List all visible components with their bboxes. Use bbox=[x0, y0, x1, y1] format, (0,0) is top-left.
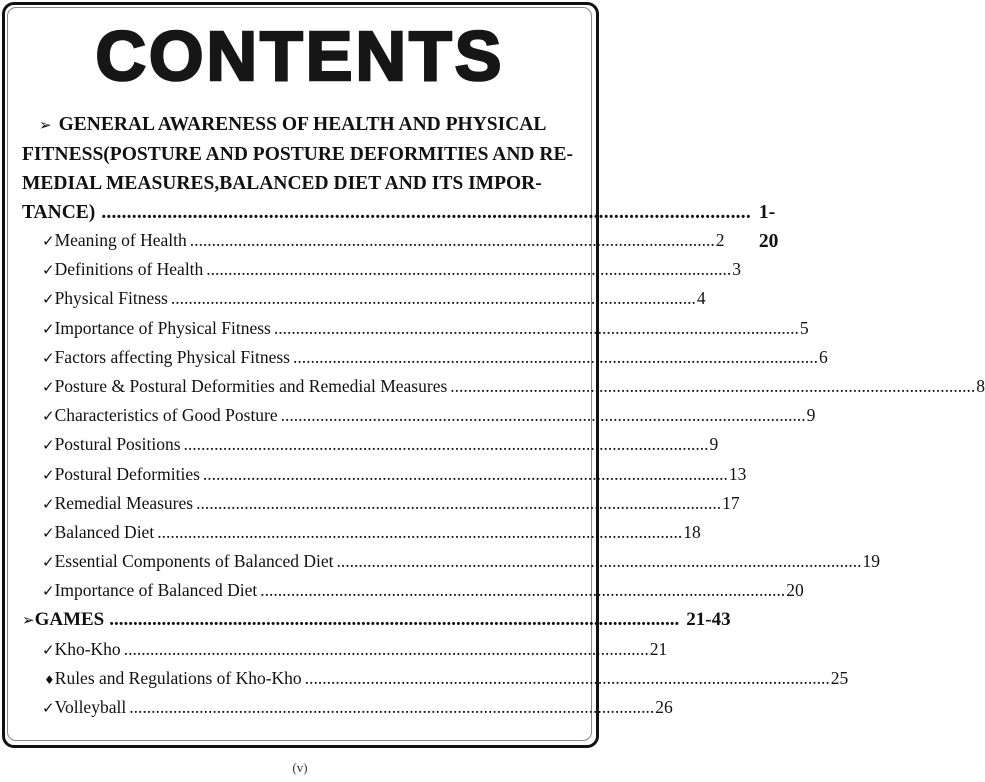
arrowhead-icon: ➢ bbox=[22, 611, 35, 630]
dot-leader: ........................................................................................................................ bbox=[170, 288, 696, 309]
toc-item[interactable]: ✓ Volleyball ........................................................................................................................ 26 bbox=[42, 693, 564, 722]
dot-leader: ........................................................................................................................ bbox=[206, 259, 732, 280]
dot-leader: ................................................................................................................................ bbox=[101, 202, 751, 223]
toc-item[interactable]: ✓ Balanced Diet ........................................................................................................................ 18 bbox=[42, 518, 564, 547]
toc-section-games[interactable]: ➢ GAMES ........................................................................................................................ 21-43 bbox=[22, 605, 574, 634]
dot-leader: ........................................................................................................................ bbox=[304, 667, 830, 688]
dot-leader: ........................................................................................................................ bbox=[189, 230, 715, 250]
toc-item[interactable]: ✓ Posture & Postural Deformities and Remedial Measures ........................................................................................................................ 8 bbox=[42, 372, 564, 401]
toc-item[interactable]: ✓ Definitions of Health ........................................................................................................................ 3 bbox=[42, 255, 564, 284]
toc-item[interactable]: ✓ Remedial Measures ........................................................................................................................ 17 bbox=[42, 489, 564, 518]
diamond-icon: ♦ bbox=[44, 672, 55, 687]
dot-leader: ........................................................................................................................ bbox=[273, 317, 799, 338]
check-icon: ✓ bbox=[42, 582, 55, 601]
dot-leader: ........................................................................................................................ bbox=[202, 463, 728, 484]
toc-subitem[interactable]: ♦ Rules and Regulations of Kho-Kho ........................................................................................................................ 25 bbox=[42, 664, 564, 693]
dot-leader: ........................................................................................................................ bbox=[260, 580, 786, 601]
dot-leader: ........................................................................................................................ bbox=[123, 638, 649, 659]
check-icon: ✓ bbox=[42, 436, 55, 455]
dot-leader: ........................................................................................................................ bbox=[280, 405, 806, 426]
section-page-range: 1-20 bbox=[758, 202, 779, 252]
section-page-range: 21-43 bbox=[686, 609, 731, 631]
dot-leader: ........................................................................................................................ bbox=[157, 521, 683, 542]
page-number: (v) bbox=[292, 760, 308, 775]
toc-item[interactable]: ✓ Postural Positions ........................................................................................................................ 9 bbox=[42, 430, 564, 459]
section-heading-line-3: MEDIAL MEASURES,BALANCED DIET AND ITS IMPOR- bbox=[22, 173, 542, 194]
dot-leader: ........................................................................................................................ bbox=[183, 434, 709, 455]
page-title: CONTENTS bbox=[95, 17, 505, 95]
toc-item[interactable]: ✓ Importance of Balanced Diet ........................................................................................................................ 20 bbox=[42, 576, 564, 605]
toc-item[interactable]: ✓ Kho-Kho ........................................................................................................................ 21 bbox=[42, 635, 564, 664]
toc-item[interactable]: ✓ Importance of Physical Fitness ........................................................................................................................ 5 bbox=[42, 314, 564, 343]
toc-item[interactable]: ✓ Physical Fitness ........................................................................................................................ 4 bbox=[42, 284, 564, 313]
section-heading-line-4: TANCE) ................................................................................................................................ 1-20 bbox=[22, 198, 578, 256]
toc-item[interactable]: ✓ Factors affecting Physical Fitness ........................................................................................................................ 6 bbox=[42, 343, 564, 372]
dot-leader: ........................................................................................................................ bbox=[109, 609, 680, 631]
arrowhead-icon: ➢ bbox=[39, 116, 52, 134]
check-icon: ✓ bbox=[42, 290, 55, 309]
dot-leader: ........................................................................................................................ bbox=[450, 375, 976, 396]
toc-item[interactable]: ✓ Essential Components of Balanced Diet ........................................................................................................................ 19 bbox=[42, 547, 564, 576]
toc-item[interactable]: ✓ Meaning of Health ........................................................................................................................ 2 bbox=[42, 226, 564, 255]
dot-leader: ........................................................................................................................ bbox=[129, 697, 655, 717]
check-icon: ✓ bbox=[42, 348, 55, 367]
check-icon: ✓ bbox=[42, 465, 55, 484]
dot-leader: ........................................................................................................................ bbox=[292, 346, 818, 367]
toc-item[interactable]: ✓ Characteristics of Good Posture ........................................................................................................................ 9 bbox=[42, 401, 564, 430]
dot-leader: ........................................................................................................................ bbox=[336, 551, 862, 572]
check-icon: ✓ bbox=[42, 319, 55, 338]
section-heading-line-2: FITNESS(POSTURE AND POSTURE DEFORMITIES AND RE- bbox=[22, 144, 573, 165]
check-icon: ✓ bbox=[42, 523, 55, 542]
check-icon: ✓ bbox=[42, 407, 55, 426]
check-icon: ✓ bbox=[42, 261, 55, 280]
check-icon: ✓ bbox=[42, 232, 55, 250]
dot-leader: ........................................................................................................................ bbox=[196, 492, 722, 513]
check-icon: ✓ bbox=[42, 699, 55, 717]
toc-item[interactable]: ✓ Postural Deformities ........................................................................................................................ 13 bbox=[42, 460, 564, 489]
check-icon: ✓ bbox=[42, 640, 55, 659]
check-icon: ✓ bbox=[42, 553, 55, 572]
check-icon: ✓ bbox=[42, 377, 55, 396]
check-icon: ✓ bbox=[42, 494, 55, 513]
section-heading-line-1: ➢ GENERAL AWARENESS OF HEALTH AND PHYSICAL bbox=[39, 114, 547, 135]
